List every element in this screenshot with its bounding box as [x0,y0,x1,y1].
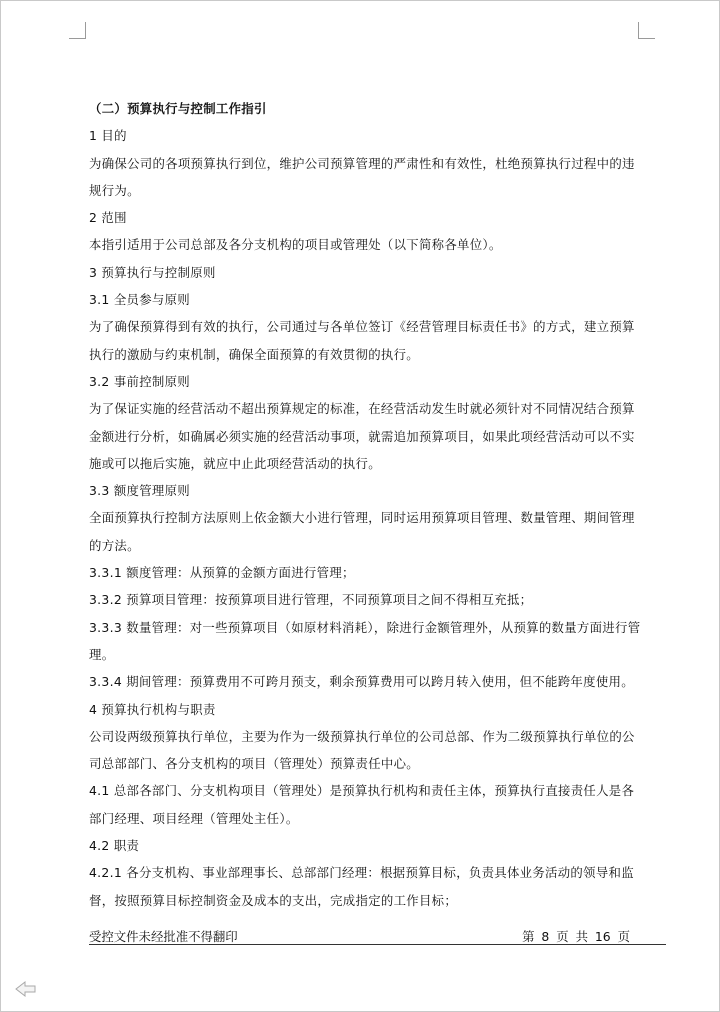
text-line: 为了保证实施的经营活动不超出预算规定的标准，在经营活动发生时就必须针对不同情况结合预算 [89,401,635,417]
page-number: 第 8 页 共 16 页 [522,929,630,944]
document-body [89,95,639,914]
text-line: 全面预算执行控制方法原则上依金额大小进行管理，同时运用预算项目管理、数量管理、期间管理 [89,510,635,526]
text-line: 为确保公司的各项预算执行到位，维护公司预算管理的严肃性和有效性，杜绝预算执行过程中的违 [89,155,635,171]
text-line: 3.3.3 数量管理：对一些预算项目（如原材料消耗），除进行金额管理外，从预算的数量方面进行管 [89,619,641,635]
text-line: 3.1 全员参与原则 [89,292,190,308]
text-line: 3.3.1 额度管理：从预算的金额方面进行管理； [89,565,355,581]
text-line: 4 预算执行机构与职责 [89,701,216,717]
text-line: 4.2 职责 [89,838,140,854]
text-line: 3.2 事前控制原则 [89,373,190,389]
text-line: 4.1 总部各部门、分支机构项目（管理处）是预算执行机构和责任主体，预算执行直接责任人是各 [89,783,635,799]
text-line: 3 预算执行与控制原则 [89,264,216,280]
text-line: 金额进行分析，如确属必须实施的经营活动事项，就需追加预算项目，如果此项经营活动可以不实 [89,428,635,444]
text-line: 执行的激励与约束机制，确保全面预算的有效贯彻的执行。 [89,346,419,362]
text-line: 督，按照预算目标控制资金及成本的支出，完成指定的工作目标； [89,892,458,908]
text-line: 3.3.4 期间管理：预算费用不可跨月预支，剩余预算费用可以跨月转入使用，但不能跨年度使用。 [89,674,634,690]
text-line: 3.3 额度管理原则 [89,483,190,499]
text-line: 司总部部门、各分支机构的项目（管理处）预算责任中心。 [89,756,419,772]
section-title: （二）预算执行与控制工作指引 [89,101,267,116]
page-footer [89,930,666,945]
back-arrow-icon[interactable] [14,980,38,998]
text-line: 3.3.2 预算项目管理：按预算项目进行管理，不同预算项目之间不得相互充抵； [89,592,533,608]
text-line: 公司设两级预算执行单位，主要为作为一级预算执行单位的公司总部、作为二级预算执行单位的公 [89,728,635,744]
text-line: 4.2.1 各分支机构、事业部理事长、总部部门经理：根据预算目标，负责具体业务活动的领导和监 [89,865,634,881]
text-line: 1 目的 [89,128,127,144]
footer-notice: 受控文件未经批准不得翻印 [89,929,238,944]
text-line: 为了确保预算得到有效的执行，公司通过与各单位签订《经营管理目标责任书》的方式，建立预算 [89,319,635,335]
crop-mark-top-left [69,22,86,39]
paragraph-list [89,122,639,914]
text-line: 规行为。 [89,182,140,198]
text-line: 本指引适用于公司总部及各分支机构的项目或管理处（以下简称各单位）。 [89,237,502,253]
text-line: 理。 [89,646,115,662]
text-line: 2 范围 [89,210,127,226]
text-line: 的方法。 [89,537,140,553]
crop-mark-top-right [638,22,655,39]
text-line: 施或可以拖后实施，就应中止此项经营活动的执行。 [89,455,381,471]
text-line: 部门经理、项目经理（管理处主任）。 [89,810,299,826]
